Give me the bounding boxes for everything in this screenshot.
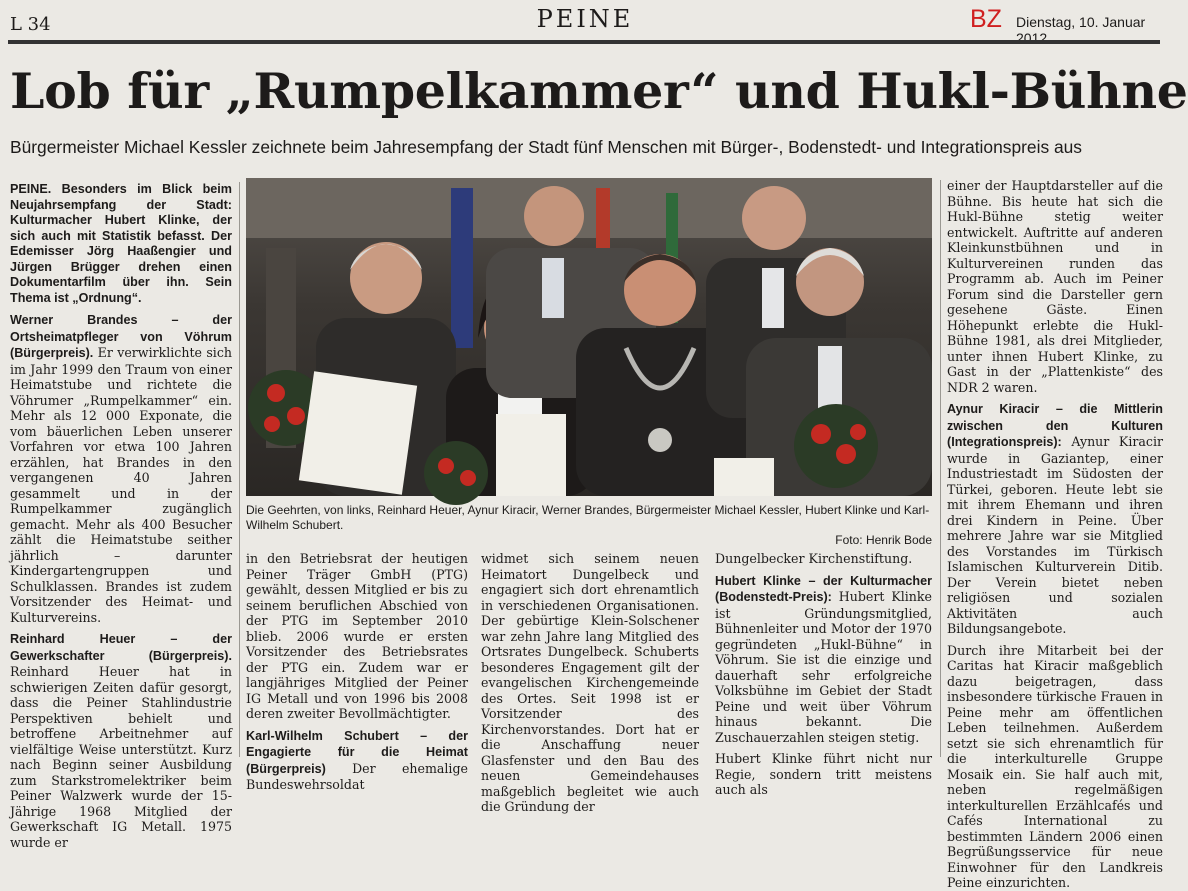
section-title: PEINE — [536, 5, 634, 33]
kiracir-text: Aynur Kiracir wurde in Gaziantep, einer Industriestadt im Südosten der Türkei, geboren. Heute lebt sie mit ihrem Ehemann und ihren drei Kindern in Peine. Über mehrere Jahre war sie Mitglied des Vorstandes im Türkisch Islamischen Kulturverein Ditib. Der Verein bietet neben religiösen und sozialen Aktivitäten auch Bildungsangebote. — [947, 434, 1163, 636]
photo-illustration — [246, 178, 932, 496]
schubert-heading: Karl-Wilhelm Schubert – der Engagierte für die Heimat (Bürgerpreis) — [246, 728, 468, 776]
newspaper-logo: BZ — [970, 5, 1002, 33]
brandes-heading: Werner Brandes – der Ortsheimatpfleger von Vöhrum (Bürgerpreis). — [10, 313, 232, 360]
heuer-heading: Reinhard Heuer – der Gewerkschafter (Bürgerpreis). — [10, 632, 232, 663]
subheadline: Bürgermeister Michael Kessler zeichnete beim Jahresempfang der Stadt fünf Menschen mit Bürger-, Bodenstedt- und Integrationspreis aus — [10, 137, 1083, 157]
photo-credit: Foto: Henrik Bode — [835, 533, 932, 547]
klinke-paragraph — [715, 573, 932, 746]
column-divider — [239, 182, 240, 757]
klinke-heading: Hubert Klinke – der Kulturmacher (Bodenstedt-Preis): — [715, 573, 932, 604]
stiftung-text: Dungelbecker Kirchenstiftung. — [715, 551, 913, 566]
group-photo — [246, 178, 932, 496]
lead-paragraph: PEINE. Besonders im Blick beim Neujahrsempfang der Stadt: Kulturmacher Hubert Klinke, der sich auch mit Statistik befasst. Der Edemisser Jörg Haaßengier und Jürgen Brügger drehen einen Dokumentarfilm über ihn. Sein Thema ist „Ordnung“. — [10, 182, 232, 305]
brandes-paragraph — [10, 312, 232, 625]
schubert-paragraph — [246, 728, 468, 793]
column-divider-right — [940, 180, 941, 757]
page-number: L 34 — [10, 14, 51, 35]
heuer-paragraph — [10, 631, 232, 850]
heuer-continuation: in den Betriebsrat der heutigen Peiner Träger GmbH (PTG) gewählt, dessen Mitglied er bis zu seinem beruflichen Abschied von der PTG im September 2010 blieb. 2006 wurde er ersten Vorsitzender des Betriebsrates der PTG ein. Zudem war er langjähriges Mitglied der Peiner IG Metall und von 1996 bis 2008 deren zweiter Bevollmächtigter. — [246, 551, 468, 721]
caption-text: Die Geehrten, von links, Reinhard Heuer, Aynur Kiracir, Werner Brandes, Bürgermeister Michael Kessler, Hubert Klinke und Karl-Wilhelm Schubert. — [246, 503, 930, 532]
schubert-text: Der ehemalige Bundeswehrsoldat — [246, 760, 468, 792]
klinke-text: Hubert Klinke ist Gründungsmitglied, Bühnenleiter und Motor der 1970 gegründeten „Hukl-Bühne“ in Vöhrum. Sie ist die einzige und dauerhaft sehr erfolgreiche Volksbühne im Gebiet der Stadt Peine und weit über Vöhrum hinaus bekannt. Die Zuschauerzahlen steigen stetig. — [715, 589, 932, 745]
kiracir-paragraph-2: Durch ihre Mitarbeit bei der Caritas hat Kiracir maßgeblich dazu beigetragen, dass insbesondere türkische Frauen in Peine mehr am öffentlichen Leben teilnehmen. Außerdem setzt sie sich ehrenamtlich für die interkulturelle Gruppe Mosaik ein. Sie half auch mit, neben regelmäßigen interkulturellen Erzählcafés und Cafés International zu bestimmten Ländern 2006 einen Begrüßungsservice für neue Einwohner für den Landkreis Peine einzurichten. — [947, 642, 1163, 890]
kiracir-heading: Aynur Kiracir – die Mittlerin zwischen den Kulturen (Integrationspreis): — [947, 402, 1163, 449]
brandes-text: Er verwirklichte sich im Jahr 1999 den Traum von einer Heimatstube und richtete die Vöhrumer „Rumpelkammer“ ein. Mehr als 12 000 Exponate, die vom bäuerlichen Leben unserer Vorfahren vor etwa 100 Jahren erzählen, hat Brandes in den vergangenen 40 Jahren gesammelt und in der Rumpelkammer zugänglich gemacht. Mehr als 400 Besucher zählt die Heimatstube seither jährlich – darunter Kindergartengruppen und Schulklassen. Brandes ist zudem Vorsitzender des Heimat- und Kulturvereins. — [10, 345, 232, 625]
column-3 — [481, 551, 699, 814]
column-5 — [947, 178, 1163, 890]
column-4 — [715, 551, 932, 797]
schubert-continuation: widmet sich seinem neuen Heimatort Dungelbeck und engagiert sich dort ehrenamtlich in verschiedenen Organisationen. Der gebürtige Klein-Solschener war zehn Jahre lang Mitglied des Ortsrates Dungelbeck. Schuberts besonderes Engagement gilt der evangelischen Kirchengemeinde des Ortes. Seit 1998 ist er Vorsitzender des Kirchenvorstandes. Dort hat er die Anschaffung neuer Glasfenster und den Bau des neuen Gemeindehauses maßgeblich begleitet wie auch die Gründung der — [481, 551, 699, 814]
column-2 — [246, 551, 468, 792]
klinke-continuation: einer der Hauptdarsteller auf die Bühne. Bis heute hat sich die Hukl-Bühne stetig weiter entwickelt. Auftritte auf anderen Kleinkunstbühnen und in Kulturvereinen runden das Programm ab. Auch im Peiner Forum sind die Darsteller gern gesehene Gäste. Einen Höhepunkt erlebte die Hukl-Bühne 1981, als drei Mitglieder, unter ihnen Hubert Klinke, zu Gast in der „Plattenkiste“ des NDR 2 waren. — [947, 178, 1163, 395]
kiracir-paragraph — [947, 401, 1163, 637]
photo-caption — [246, 503, 932, 548]
column-1 — [10, 182, 232, 850]
klinke-paragraph-2: Hubert Klinke führt nicht nur Regie, sondern tritt meistens auch als — [715, 751, 932, 797]
headline: Lob für „Rumpelkammer“ und Hukl-Bühne — [10, 62, 1188, 120]
header-rule — [8, 40, 1160, 44]
heuer-text: Reinhard Heuer hat in schwierigen Zeiten dafür gesorgt, dass die Peiner Stahlindustrie Perspektiven behielt und betroffene Arbeitnehmer auf vielfältige Weise unterstützt. Kurz nach Beginn seiner Ausbildung zum Starkstromelektriker beim Peiner Walzwerk wurde der 15-Jährige 1968 Mitglied der Gewerkschaft IG Metall. 1975 wurde er — [10, 664, 232, 850]
issue-date: Dienstag, 10. Januar 2012 — [1016, 14, 1146, 46]
